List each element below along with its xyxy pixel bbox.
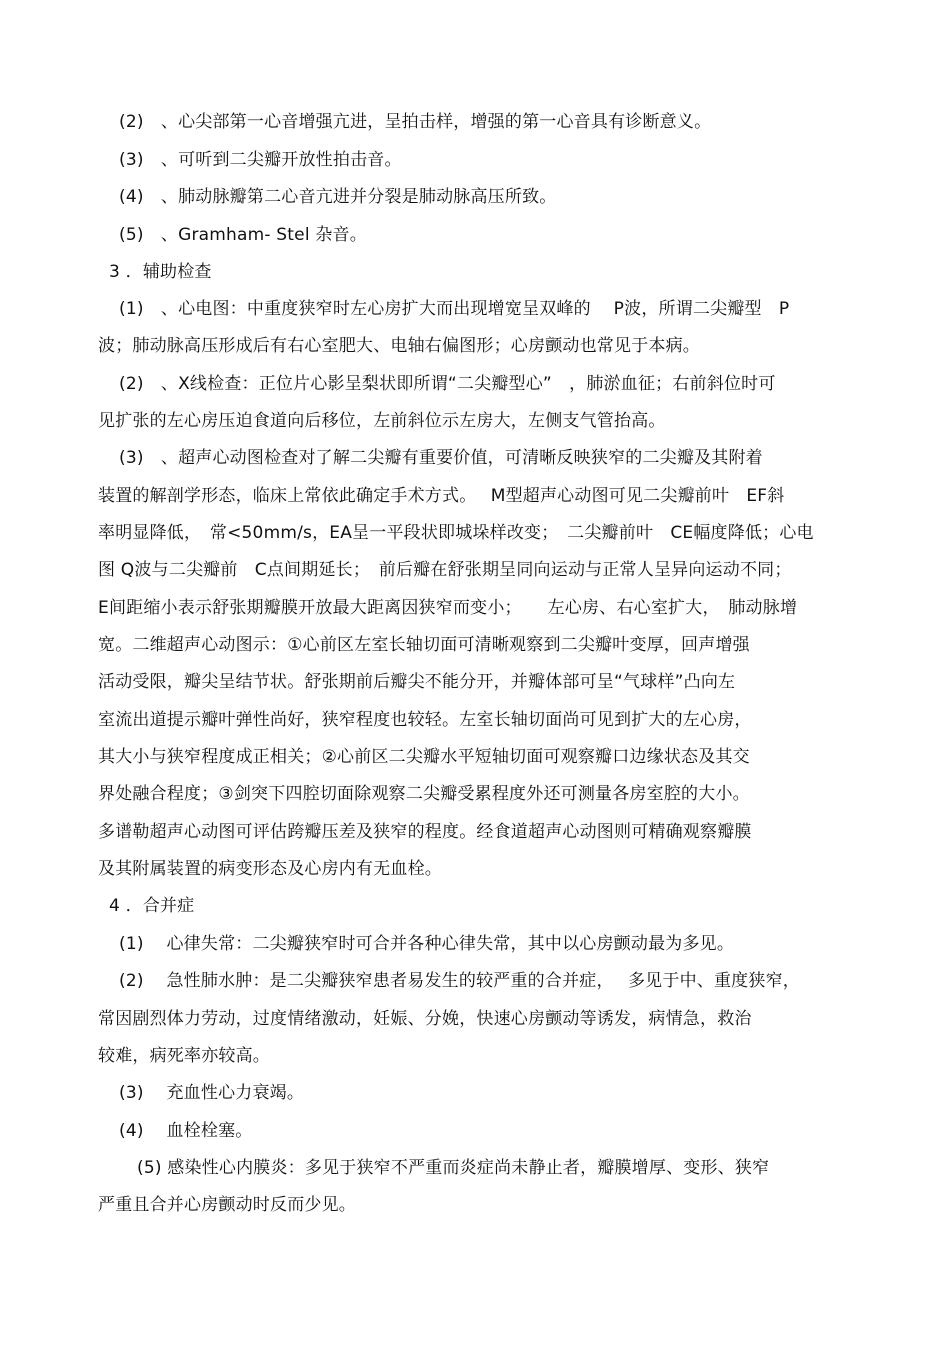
- text-line: (5) 感染性心内膜炎：多见于狭窄不严重而炎症尚未静止者，瓣膜增厚、变形、狭窄: [137, 1158, 770, 1178]
- text-line: (1) 心律失常：二尖瓣狭窄时可合并各种心律失常，其中以心房颤动最为多见。: [119, 934, 735, 954]
- text-line: 图 Q波与二尖瓣前 C点间期延长； 前后瓣在舒张期呈同向运动与正常人呈异向运动不同；: [98, 560, 792, 580]
- text-line: (2) 急性肺水肿：是二尖瓣狭窄患者易发生的较严重的合并症， 多见于中、重度狭窄，: [119, 971, 800, 991]
- section-heading: 3 ．辅助检查: [109, 262, 212, 282]
- text-line: 宽。二维超声心动图示：①心前区左室长轴切面可清晰观察到二尖瓣叶变厚，回声增强: [98, 635, 750, 655]
- text-line: E间距缩小表示舒张期瓣膜开放最大距离因狭窄而变小； 左心房、右心室扩大， 肺动脉增: [98, 598, 798, 618]
- text-line: 多谱勒超声心动图可评估跨瓣压差及狭窄的程度。经食道超声心动图则可精确观察瓣膜: [98, 822, 752, 842]
- text-line: 波；肺动脉高压形成后有右心室肥大、电轴右偏图形；心房颤动也常见于本病。: [98, 336, 700, 356]
- text-line: 较难，病死率亦较高。: [98, 1046, 270, 1066]
- text-line: 界处融合程度；③剑突下四腔切面除观察二尖瓣受累程度外还可测量各房室腔的大小。: [98, 784, 750, 804]
- section-heading: 4 ．合并症: [109, 896, 195, 916]
- text-line: (3) 充血性心力衰竭。: [119, 1083, 305, 1103]
- text-line: 见扩张的左心房压迫食道向后移位，左前斜位示左房大，左侧支气管抬高。: [98, 411, 666, 431]
- text-line: 及其附属装置的病变形态及心房内有无血栓。: [98, 859, 442, 879]
- text-line: (4) 、肺动脉瓣第二心音亢进并分裂是肺动脉高压所致。: [119, 187, 557, 207]
- text-line: (4) 血栓栓塞。: [119, 1121, 253, 1141]
- text-line: 室流出道提示瓣叶弹性尚好，狭窄程度也较轻。左室长轴切面尚可见到扩大的左心房，: [98, 710, 752, 730]
- text-line: 活动受限，瓣尖呈结节状。舒张期前后瓣尖不能分开，并瓣体部可呈“气球样”凸向左: [98, 672, 736, 692]
- text-line: 严重且合并心房颤动时反而少见。: [98, 1195, 356, 1215]
- text-line: (1) 、心电图：中重度狭窄时左心房扩大而出现增宽呈双峰的 P波，所谓二尖瓣型 P: [119, 299, 790, 319]
- text-line: 其大小与狭窄程度成正相关；②心前区二尖瓣水平短轴切面可观察瓣口边缘状态及其交: [98, 747, 750, 767]
- text-line: (2) 、X线检查：正位片心影呈梨状即所谓“二尖瓣型心” ，肺淤血征；右前斜位时可: [119, 374, 776, 394]
- text-line: (5) 、Gramham- Stel 杂音。: [119, 225, 367, 245]
- text-line: (3) 、可听到二尖瓣开放性拍击音。: [119, 150, 402, 170]
- text-line: (2) 、心尖部第一心音增强亢进，呈拍击样，增强的第一心音具有诊断意义。: [119, 112, 712, 132]
- text-line: (3) 、超声心动图检查对了解二尖瓣有重要价值，可清晰反映狭窄的二尖瓣及其附着: [119, 448, 763, 468]
- text-line: 常因剧烈体力劳动，过度情绪激动，妊娠、分娩，快速心房颤动等诱发，病情急，救治: [98, 1009, 752, 1029]
- text-line: 装置的解剖学形态，临床上常依此确定手术方式。 M型超声心动图可见二尖瓣前叶 EF斜: [98, 486, 785, 506]
- text-line: 率明显降低， 常<50mm/s，EA呈一平段状即城垛样改变； 二尖瓣前叶 CE幅度降低；心电: [98, 523, 814, 543]
